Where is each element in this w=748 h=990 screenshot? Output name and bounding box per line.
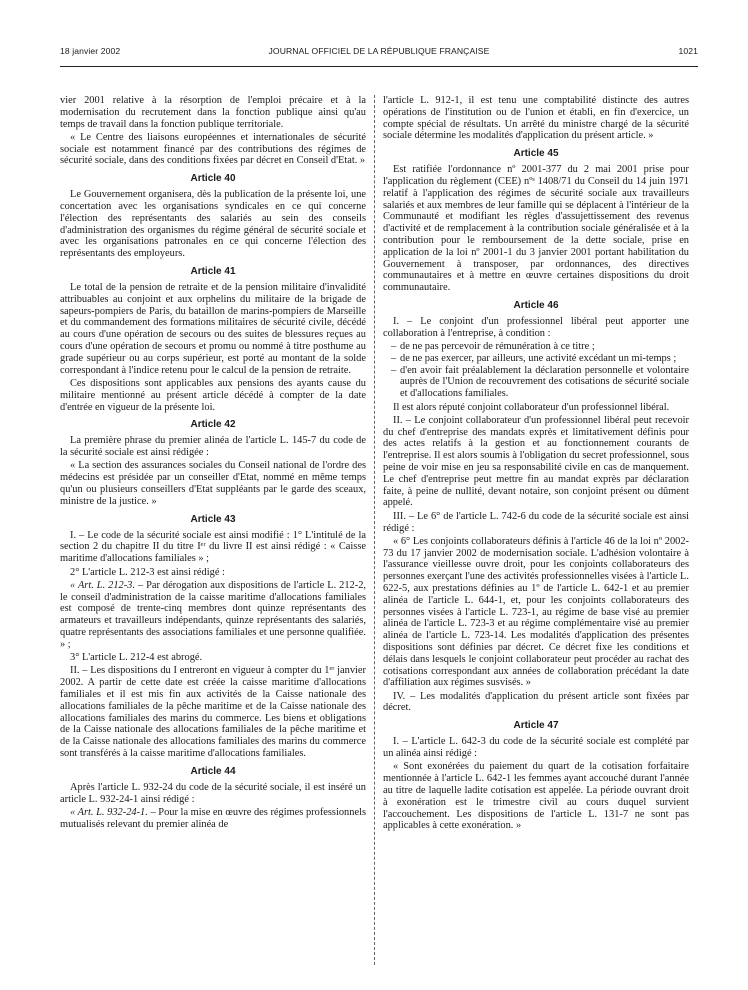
article-reference: « Art. L. 932-24-1. (70, 806, 148, 818)
header-rule (60, 66, 698, 67)
paragraph: « Le Centre des liaisons européennes et internationales de sécurité sociale est notamment financé par des contributions des régimes de sécurité sociale, dans des conditions fixées par décret en Conseil d'Etat. » (60, 131, 366, 167)
header-date: 18 janvier 2002 (60, 46, 121, 56)
paragraph: 3° L'article L. 212-4 est abrogé. (70, 652, 203, 664)
article-40-heading: Article 40 (190, 173, 236, 185)
condition-list (383, 341, 689, 400)
paragraph: Ces dispositions sont applicables aux pensions des ayants cause du militaire mentionné au présent article décédé à compter de la date d'entrée en vigueur de la présente loi. (60, 377, 366, 413)
paragraph: I. – Le conjoint d'un professionnel libéral peut apporter une collaboration à l'entreprise, à condition : (383, 315, 689, 339)
list-item-text: de ne pas percevoir de rémunération à ce titre ; (400, 341, 595, 353)
list-item: – de ne pas percevoir de rémunération à ce titre ; (391, 341, 595, 353)
paragraph: La première phrase du premier alinéa de l'article L. 145-7 du code de la sécurité sociale est ainsi rédigée : (60, 435, 366, 459)
list-item: – de ne pas exercer, par ailleurs, une activité excédant un mi-temps ; (391, 352, 677, 364)
left-column (60, 95, 366, 832)
paragraph: « 6° Les conjoints collaborateurs définis à l'article 46 de la loi nº 2002-73 du 17 janvier 2002 de modernisation sociale. L'adhésion volontaire à l'assurance vieillesse ouvre droit, pour les conjoints collaborateurs des personnes exerçant l'une des activités professionnelles visées à l'article L. 622-5, aux prestations définies au 1º de l'article L. 642-1 et au premier alinéa de l'article L. 644-1, et, pour les conjoints collaborateurs des personnes visées à l'article L. 723-1, au régime de base visé au premier alinéa de l'article L. 723-3 et au régime complémentaire visé au premier alinéa de l'article L. 723-14. Les modalités d'application des présentes dispositions sont définies par décret. Ce décret fixe les conditions et délais dans lesquels le conjoint collaborateur peut procéder au rachat des cotisations correspondant aux années de collaboration précédant la date d'affiliation aux régimes susvisés. » (383, 535, 689, 689)
paragraph: « La section des assurances sociales du Conseil national de l'ordre des médecins est présidée par un conseiller d'Etat, nommé en même temps qu'un ou plusieurs conseillers d'Etat suppléants par le garde des sceaux, ministre de la justice. » (60, 460, 366, 507)
paragraph: Est ratifiée l'ordonnance nº 2001-377 du 2 mai 2001 prise pour l'application du règlement (CEE) nºˢ 1408/71 du Conseil du 14 juin 1971 relatif à l'application des régimes de sécurité sociale aux travailleurs salariés et aux membres de leur famille qui se déplacent à l'intérieur de la Communauté et modifiant les règles d'assujettissement des revenus d'activité et de remplacement à la contribution sociale généralisée et à la contribution pour le remboursement de la dette sociale, prise en application de la loi nº 2001-1 du 3 janvier 2001 portant habilitation du Gouvernement à transposer, par ordonnances, des directives communautaires et à mettre en œuvre certaines dispositions du droit communautaire. (383, 164, 689, 294)
paragraph: Le total de la pension de retraite et de la pension militaire d'invalidité attribuables au conjoint et aux orphelins du militaire de la brigade de sapeurs-pompiers de Paris, du bataillon de marins-pompiers de Marseille et du commandement des formations militaires de sécurité civile, décédé au cours d'une opération de secours ou des suites de blessures reçues au cours d'une opération de secours et promu ou nommé à titre posthume au grade supérieur ou au corps supérieur, est porté au montant de la solde correspondant à l'indice retenu pour le calcul de la pension de retraite. (60, 282, 366, 376)
paragraph (60, 807, 366, 831)
paragraph: II. – Les dispositions du I entreront en vigueur à compter du 1ᵉʳ janvier 2002. A partir de cette date est créée la caisse maritime d'allocations familiales et il est mis fin aux activités de la Caisse nationale des allocations familiales de la pêche maritime et de la Caisse nationale des allocations familiales des marins du commerce. Les biens et obligations de la Caisse nationale des allocations familiales de la pêche maritime et de la Caisse nationale des allocations familiales des marins du commerce sont transférés à la caisse maritime d'allocations familiales. (60, 665, 366, 759)
paragraph: l'article L. 912-1, il est tenu une comptabilité distincte des autres opérations de l'institution ou de l'union et établi, en fin d'exercice, un compte spécial de résultats. Un arrêté du ministre chargé de la sécurité sociale détermine les modalités d'application du présent article. » (383, 95, 689, 142)
paragraph-text: – Pour la mise en œuvre des régimes professionnels mutualisés relevant du premier alinéa de (60, 806, 366, 830)
header-journal-title: JOURNAL OFFICIEL DE LA RÉPUBLIQUE FRANÇAISE (268, 46, 490, 56)
paragraph: « Sont exonérées du paiement du quart de la cotisation forfaitaire mentionnée à l'article L. 642-1 les femmes ayant accouché durant l'année au titre de laquelle ladite cotisation est appelée. La période ouvrant droit à exonération est le trimestre civil au cours duquel survient l'accouchement. Les dispositions de l'article L. 131-7 ne sont pas applicables à cette exonération. » (383, 761, 689, 832)
list-item: – d'en avoir fait préalablement la déclaration personnelle et volontaire auprès de l'Union de recouvrement des cotisations de sécurité sociale et d'allocations familiales. (391, 364, 689, 400)
article-46-heading: Article 46 (513, 299, 559, 311)
paragraph: I. – Le code de la sécurité sociale est ainsi modifié : 1° L'intitulé de la section 2 du chapitre II du titre Iᵉʳ du livre II est ainsi rédigé : « Caisse maritime d'allocations familiales » ; (60, 529, 366, 565)
article-42-heading: Article 42 (190, 419, 236, 431)
article-41-heading: Article 41 (190, 266, 236, 278)
page-header (60, 46, 698, 60)
paragraph: Après l'article L. 932-24 du code de la sécurité sociale, il est inséré un article L. 932-24-1 ainsi rédigé : (60, 781, 366, 805)
list-item-text: d'en avoir fait préalablement la déclaration personnelle et volontaire auprès de l'Union de recouvrement des cotisations de sécurité sociale et d'allocations familiales. (400, 364, 689, 400)
list-item-text: de ne pas exercer, par ailleurs, une activité excédant un mi-temps ; (400, 352, 677, 364)
header-page-number: 1021 (678, 46, 698, 56)
paragraph: Le Gouvernement organisera, dès la publication de la présente loi, une concertation avec les organisations syndicales en ce qui concerne l'élection des représentants des salariés au sein des conseils d'administration des organismes du régime général de sécurité sociale et avec les organisations patronales en ce qui concerne l'élection des représentants des employeurs. (60, 189, 366, 260)
right-column (383, 95, 689, 834)
paragraph (60, 580, 366, 651)
paragraph: IV. – Les modalités d'application du présent article sont fixées par décret. (383, 690, 689, 714)
article-reference: « Art. L. 212-3. (70, 579, 135, 591)
paragraph-text: – Par dérogation aux dispositions de l'article L. 212-2, le conseil d'administration de la caisse maritime d'allocations familiales est composé de trente-cinq membres dont quinze représentants des armateurs et travailleurs indépendants, quinze représentants des salariés, quatre représentants des associations familiales et une personne qualifiée. » ; (60, 579, 366, 650)
article-44-heading: Article 44 (190, 765, 236, 777)
paragraph: 2° L'article L. 212-3 est ainsi rédigé : (70, 566, 225, 578)
paragraph: I. – L'article L. 642-3 du code de la sécurité sociale est complété par un alinéa ainsi rédigé : (383, 736, 689, 760)
article-45-heading: Article 45 (513, 148, 559, 160)
paragraph: III. – Le 6° de l'article L. 742-6 du code de la sécurité sociale est ainsi rédigé : (383, 510, 689, 534)
column-divider (374, 95, 375, 965)
paragraph: Il est alors réputé conjoint collaborateur d'un professionnel libéral. (393, 401, 670, 413)
article-47-heading: Article 47 (513, 720, 559, 732)
paragraph: II. – Le conjoint collaborateur d'un professionnel libéral peut recevoir du chef d'entreprise des mandats exprès et limitativement définis pour des actes relatifs à la gestion et au fonctionnement courants de l'entreprise. Il est alors soumis à l'obligation du secret professionnel, sous peine de voir mise en jeu sa responsabilité civile en cas de manquement. Le chef d'entreprise peut mettre fin au mandat exprès par déclaration faite, à peine de nullité, devant notaire, son conjoint présent ou dûment appelé. (383, 414, 689, 509)
article-43-heading: Article 43 (190, 513, 236, 525)
paragraph: vier 2001 relative à la résorption de l'emploi précaire et à la modernisation du recrutement dans la fonction publique ainsi qu'au temps de travail dans la fonction publique territoriale. (60, 95, 366, 130)
